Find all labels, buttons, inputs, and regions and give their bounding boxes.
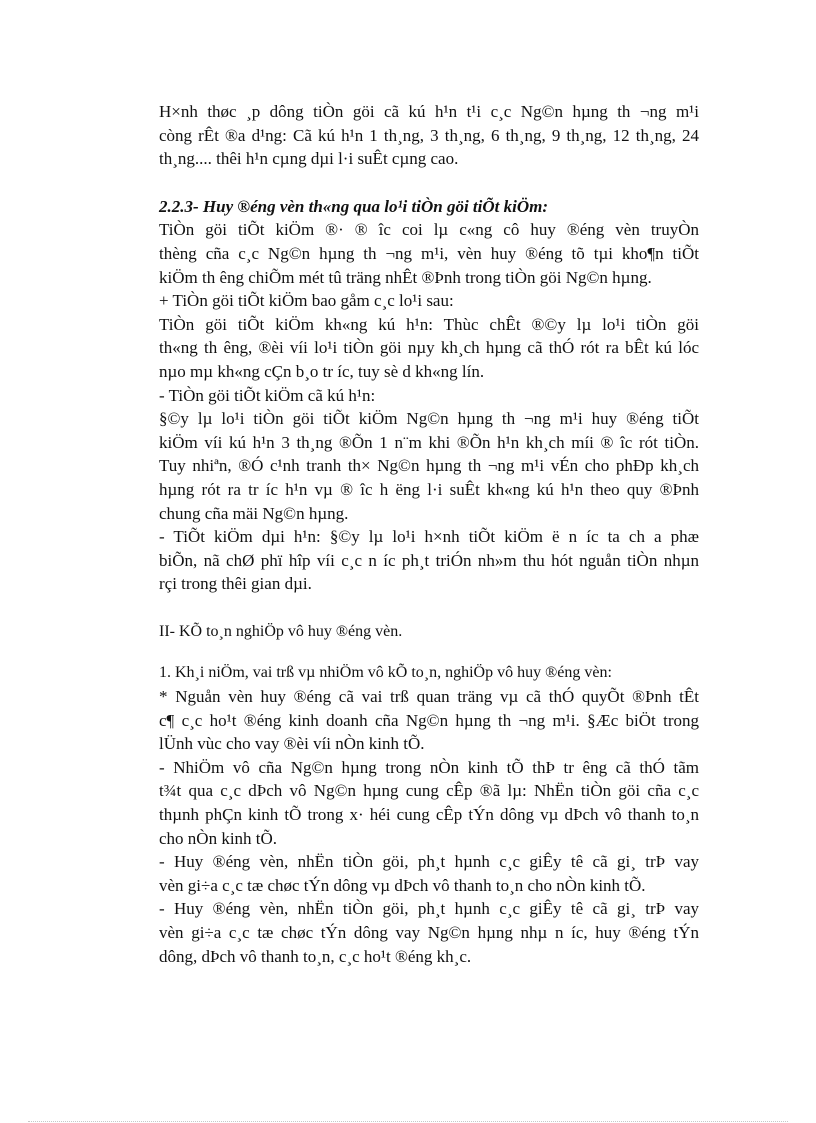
text-line: biÕn, nã chØ phï hîp víi c¸c n íc ph¸t triÓn nh»m thu hót nguån tiÒn nhµn	[159, 550, 699, 570]
text-line: kiÖm víi kú h¹n 3 th¸ng ®Õn 1 n¨m khi ®Õn h¹n kh¸ch míi ® îc rót tiÒn.	[159, 432, 699, 452]
text-line: + TiÒn göi tiÕt kiÖm bao gåm c¸c lo¹i sau:	[159, 291, 454, 311]
text-line: TiÒn göi tiÕt kiÖm kh«ng kú h¹n: Thùc chÊt ®©y lµ lo¹i tiÒn göi	[159, 314, 699, 334]
heading-text: 2.2.3- Huy ®éng vèn th«ng qua lo¹i tiÒn göi tiÕt kiÖm:	[159, 196, 548, 216]
text-line: vèn gi÷a c¸c tæ chøc tÝn dông vay Ng©n hµng nhµ n íc, huy ®éng tÝn	[159, 923, 699, 942]
text-line: - TiÒn göi tiÕt kiÖm cã kú h¹n:	[159, 385, 376, 405]
text-line: vèn gi÷a c¸c tæ chøc tÝn dông vµ dÞch vô thanh to¸n cho nÒn kinh tÕ.	[159, 875, 646, 895]
text-line: th«ng th êng, ®èi víi lo¹i tiÒn göi nµy kh¸ch hµng cã thÓ rót ra bÊt kú lóc	[159, 338, 699, 358]
text-line: - Huy ®éng vèn, nhËn tiÒn göi, ph¸t hµnh c¸c giÊy tê cã gi¸ trÞ vay	[159, 852, 699, 872]
text-line: - Huy ®éng vèn, nhËn tiÒn göi, ph¸t hµnh c¸c giÊy tê cã gi¸ trÞ vay	[159, 899, 699, 919]
paragraph-demand-savings	[159, 313, 699, 384]
paragraph-savings-intro	[159, 218, 699, 289]
text-line: lÜnh vùc cho vay ®èi víi nÒn kinh tÕ.	[159, 734, 425, 754]
text-line: còng rÊt ®a d¹ng: Cã kú h¹n 1 th¸ng, 3 th¸ng, 6 th¸ng, 9 th¸ng, 12 th¸ng, 24	[159, 125, 699, 145]
text-line: thµnh phÇn kinh tÕ trong x· héi cung cÊp tÝn dông vµ dÞch vô thanh to¸n	[159, 805, 699, 825]
text-line: kiÖm th êng chiÕm mét tû träng nhÊt ®Þnh trong tiÒn göi Ng©n hµng.	[159, 267, 652, 287]
text-line: §©y lµ lo¹i tiÒn göi tiÕt kiÖm Ng©n hµng th ¬ng m¹i huy ®éng tiÕt	[159, 409, 699, 429]
text-line: - NhiÖm vô cña Ng©n hµng trong nÒn kinh tÕ thÞ tr êng cã thÓ tãm	[159, 757, 699, 777]
text-line: dông, dÞch vô thanh to¸n, c¸c ho¹t ®éng kh¸c.	[159, 946, 472, 966]
paragraph-mobilize-1	[159, 850, 699, 897]
text-line: hµng rót ra tr íc h¹n vµ ® îc h ëng l·i suÊt kh«ng kú h¹n theo quy ®Þnh	[159, 479, 699, 499]
text-line: H×nh thøc ¸p dông tiÒn göi cã kú h¹n t¹i c¸c Ng©n hµng th ¬ng m¹i	[159, 102, 699, 121]
text-line: cho nÒn kinh tÕ.	[159, 828, 278, 848]
paragraph-mobilize-2	[159, 897, 699, 968]
text-line: TiÒn göi tiÕt kiÖm ®· ® îc coi lµ c«ng cô huy ®éng vèn truyÒn	[159, 220, 699, 240]
text-line: nµo mµ kh«ng cÇn b¸o tr íc, tuy sè d kh«ng lín.	[159, 361, 485, 381]
heading-2-2-3	[159, 195, 699, 219]
text-line: rçi trong thêi gian dµi.	[159, 574, 312, 594]
subsection-text: 1. Kh¸i niÖm, vai trß vµ nhiÖm vô kÕ to¸n, nghiÖp vô huy ®éng vèn:	[159, 664, 612, 682]
text-line: - TiÕt kiÖm dµi h¹n: §©y lµ lo¹i h×nh tiÕt kiÖm ë n íc ta ch a phæ	[159, 527, 699, 547]
text-line: Tuy nhiªn, ®Ó c¹nh tranh th× Ng©n hµng th ¬ng m¹i vÉn cho phÐp kh¸ch	[159, 456, 699, 476]
subsection-1-heading	[159, 661, 699, 685]
section-II-heading	[159, 620, 699, 644]
text-line: * Nguån vèn huy ®éng cã vai trß quan träng vµ cã thÓ quyÕt ®Þnh tÊt	[159, 687, 699, 707]
paragraph-term-savings-title	[159, 384, 699, 408]
text-line: chung cña mäi Ng©n hµng.	[159, 503, 349, 523]
text-line: c¶ c¸c ho¹t ®éng kinh doanh cña Ng©n hµng th ¬ng m¹i. §Æc biÖt trong	[159, 710, 699, 730]
paragraph-savings-types	[159, 289, 699, 313]
paragraph-deposit-forms	[159, 100, 699, 171]
text-line: th¸ng.... thêi h¹n cµng dµi l·i suÊt cµng cao.	[159, 149, 459, 169]
paragraph-capital-role	[159, 685, 699, 756]
paragraph-long-term-savings	[159, 525, 699, 596]
paragraph-term-savings	[159, 407, 699, 525]
page-bottom-divider	[28, 1121, 788, 1122]
text-line: t¾t qua c¸c dÞch vô Ng©n hµng cung cÊp ®ã lµ: NhËn tiÒn göi cña c¸c	[159, 781, 699, 801]
section-text: II- KÕ to¸n nghiÖp vô huy ®éng vèn.	[159, 622, 403, 640]
text-line: thèng cña c¸c Ng©n hµng th ¬ng m¹i, vèn huy ®éng tõ tµi kho¶n tiÕt	[159, 243, 699, 263]
paragraph-bank-duties	[159, 756, 699, 850]
document-body	[159, 100, 699, 968]
